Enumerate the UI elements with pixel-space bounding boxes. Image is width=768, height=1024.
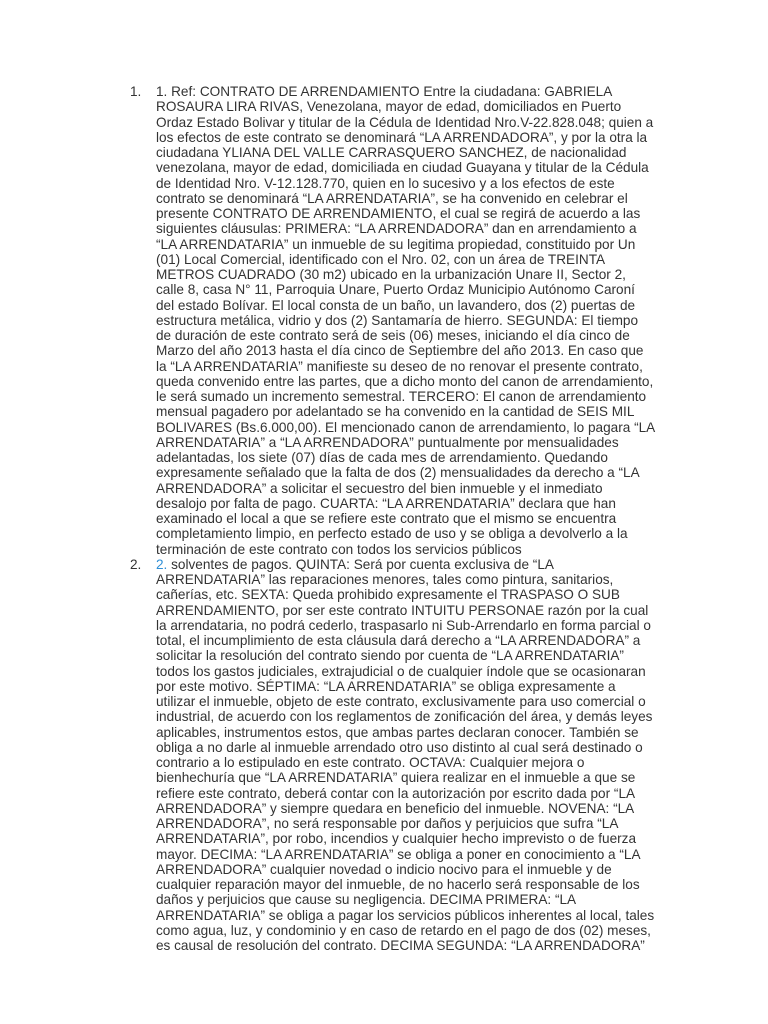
list-item	[130, 84, 656, 557]
contract-text-list	[130, 84, 656, 953]
list-item	[130, 556, 656, 954]
list-item-text: CONTRATO DE ARRENDAMIENTO Entre la ciudadana: GABRIELA ROSAURA LIRA RIVAS, Venezolana, mayor de edad, domiciliados en Puerto Ordaz Estado Bolivar y titular de la Cédula de Identidad Nro.V-22.828.048; quien a los efectos de este contrato se denominará “LA ARRENDADORA”, y por la otra la ciudadana YLIANA DEL VALLE CARRASQUERO SANCHEZ, de nacionalidad venezolana, mayor de edad, domiciliada en ciudad Guayana y titular de la Cédula de Identidad Nro. V-12.128.770, quien en lo sucesivo y a los efectos de este contrato se denominará “LA ARRENDATARIA”, se ha convenido en celebrar el presente CONTRATO DE ARRENDAMIENTO, el cual se regirá de acuerdo a las siguientes cláusulas: PRIMERA: “LA ARRENDADORA” dan en arrendamiento a “LA ARRENDATARIA” un inmueble de su legitima propiedad, constituido por Un (01) Local Comercial, identificado con el Nro. 02, con un área de TREINTA METROS CUADRADO (30 m2) ubicado en la urbanización Unare II, Sector 2, calle 8, casa N° 11, Parroquia Unare, Puerto Ordaz Municipio Autónomo Caroní del estado Bolívar. El local consta de un baño, un lavandero, dos (2) puertas de estructura metálica, vidrio y dos (2) Santamaría de hierro. SEGUNDA: El tiempo de duración de este contrato será de seis (06) meses, iniciando el día cinco de Marzo del año 2013 hasta el día cinco de Septiembre del año 2013. En caso que la “LA ARRENDATARIA” manifieste su deseo de no renovar el presente contrato, queda convenido entre las partes, que a dicho monto del canon de arrendamiento, le será sumado un incremento semestral. TERCERO: El canon de arrendamiento mensual pagadero por adelantado se ha convenido en la cantidad de SEIS MIL BOLIVARES (Bs.6.000,00). El mencionado canon de arrendamiento, lo pagara “LA ARRENDATARIA” a “LA ARRENDADORA” puntualmente por mensualidades adelantadas, los siete (07) días de cada mes de arrendamiento. Quedando expresamente señalado que la falta de dos (2) mensualidades da derecho a “LA ARRENDADORA” a solicitar el secuestro del bien inmueble y el inmediato desalojo por falta de pago. CUARTA: “LA ARRENDATARIA” declara que han examinado el local a que se refiere este contrato que el mismo se encuentra completamiento limpio, en perfecto estado de uso y se obliga a devolverlo a la terminación de este contrato con todos los servicios públicos	[156, 84, 655, 557]
list-item-number: 1.	[130, 84, 142, 99]
reference-label: 1. Ref:	[156, 84, 197, 99]
list-item-number: 2.	[130, 556, 142, 572]
inline-page-link[interactable]: 2.	[156, 556, 168, 572]
list-item-text: solventes de pagos. QUINTA: Será por cuenta exclusiva de “LA ARRENDATARIA” las reparaciones menores, tales como pintura, sanitarios, cañerías, etc. SEXTA: Queda prohibido expresamente el TRASPASO O SUB ARRENDAMIENTO, por ser este contrato INTUITU PERSONAE razón por la cual la arrendataria, no podrá cederlo, traspasarlo ni Sub-Arrendarlo en forma parcial o total, el incumplimiento de esta cláusula dará derecho a “LA ARRENDADORA” a solicitar la resolución del contrato siendo por cuenta de “LA ARRENDATARIA” todos los gastos judiciales, extrajudicial o de cualquier índole que se ocasionaran por este motivo. SÉPTIMA: “LA ARRENDATARIA” se obliga expresamente a utilizar el inmueble, objeto de este contrato, exclusivamente para uso comercial o industrial, de acuerdo con los reglamentos de zonificación del área, y demás leyes aplicables, instrumentos estos, que ambas partes declaran conocer. También se obliga a no darle al inmueble arrendado otro uso distinto al cual será destinado o contrario a lo estipulado en este contrato. OCTAVA: Cualquier mejora o bienhechuría que “LA ARRENDATARIA” quiera realizar en el inmueble a que se refiere este contrato, deberá contar con la autorización por escrito dada por “LA ARRENDADORA” y siempre quedara en beneficio del inmueble. NOVENA: “LA ARRENDADORA”, no será responsable por daños y perjuicios que sufra “LA ARRENDATARIA”, por robo, incendios y cualquier hecho imprevisto o de fuerza mayor. DECIMA: “LA ARRENDATARIA” se obliga a poner en conocimiento a “LA ARRENDADORA” cualquier novedad o indicio nocivo para el inmueble y de cualquier reparación mayor del inmueble, de no hacerlo será responsable de los daños y perjuicios que cause su negligencia. DECIMA PRIMERA: “LA ARRENDATARIA” se obliga a pagar los servicios públicos inherentes al local, tales como agua, luz, y condominio y en caso de retardo en el pago de dos (02) meses, es causal de resolución del contrato. DECIMA SEGUNDA: “LA ARRENDADORA”	[156, 556, 655, 953]
